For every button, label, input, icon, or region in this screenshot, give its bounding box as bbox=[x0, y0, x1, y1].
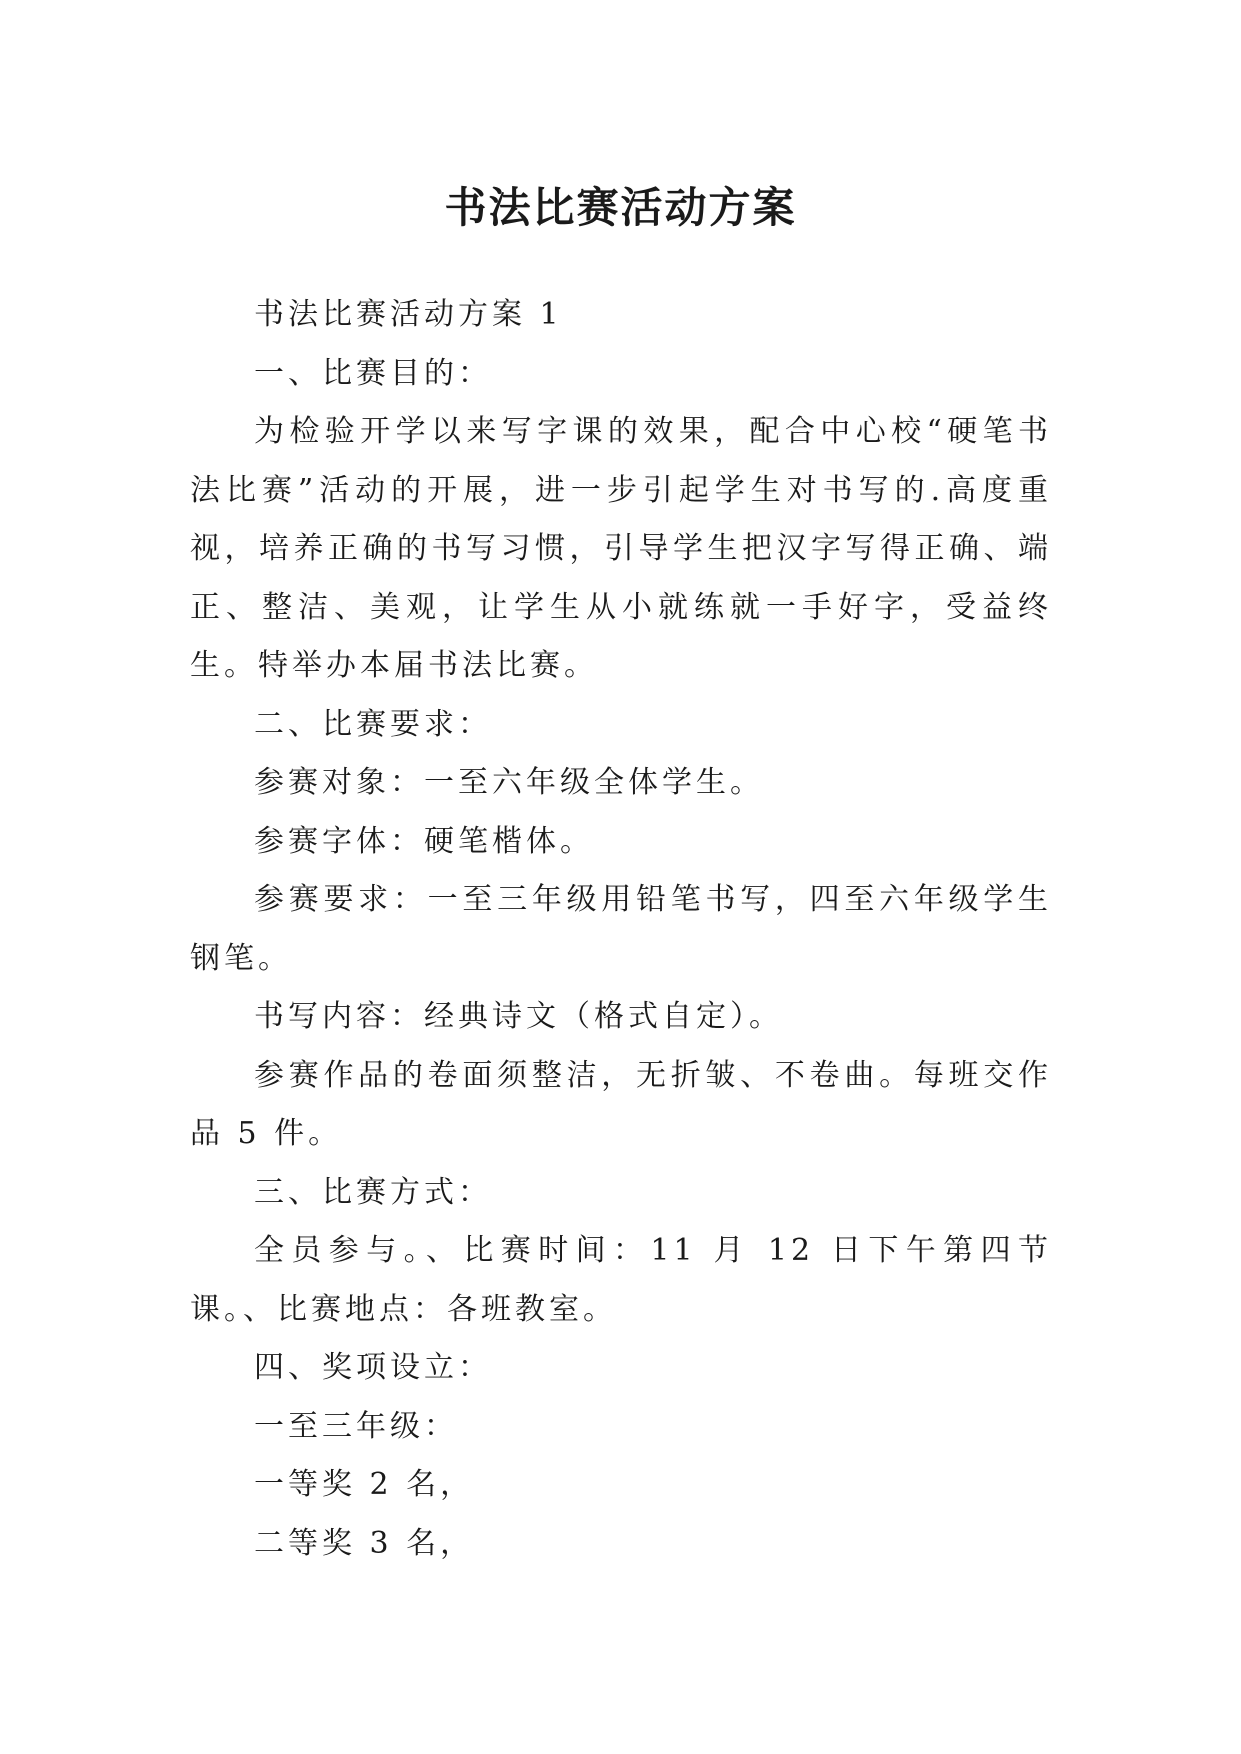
paragraph-content: 书写内容：经典诗文（格式自定）。 bbox=[254, 999, 783, 1034]
paragraph-first-prize: 一等奖 2 名， bbox=[254, 1467, 475, 1502]
paragraph-method: 全员参与。、比赛时间：11 月 12 日下午第四节课。、比赛地点：各班教室。 bbox=[190, 1233, 1052, 1327]
subheading-purpose: 一、比赛目的： bbox=[254, 355, 492, 391]
paragraph-second-prize: 二等奖 3 名， bbox=[254, 1525, 475, 1561]
subheading-awards: 四、奖项设立： bbox=[254, 1350, 492, 1385]
paragraph-grades: 一至三年级： bbox=[254, 1408, 458, 1444]
paragraph-participants: 参赛对象：一至六年级全体学生。 bbox=[254, 765, 764, 800]
paragraph-purpose: 为检验开学以来写字课的效果，配合中心校“硬笔书法比赛”活动的开展，进一步引起学生对书写的.高度重视，培养正确的书写习惯，引导学生把汉字写得正确、端正、整洁、美观，让学生从小就练就一手好字，受益终生。特举办本届书法比赛。 bbox=[190, 414, 1052, 683]
subheading-method: 三、比赛方式： bbox=[254, 1174, 492, 1210]
document-body bbox=[190, 286, 1052, 1573]
paragraph-requirements: 参赛要求：一至三年级用铅笔书写，四至六年级学生钢笔。 bbox=[190, 882, 1052, 976]
section-heading: 书法比赛活动方案 1 bbox=[254, 297, 563, 332]
paragraph-font: 参赛字体：硬笔楷体。 bbox=[254, 823, 594, 859]
subheading-requirements: 二、比赛要求： bbox=[254, 706, 492, 742]
page-title: 书法比赛活动方案 bbox=[444, 183, 797, 233]
paragraph-submission: 参赛作品的卷面须整洁，无折皱、不卷曲。每班交作品 5 件。 bbox=[190, 1057, 1052, 1151]
